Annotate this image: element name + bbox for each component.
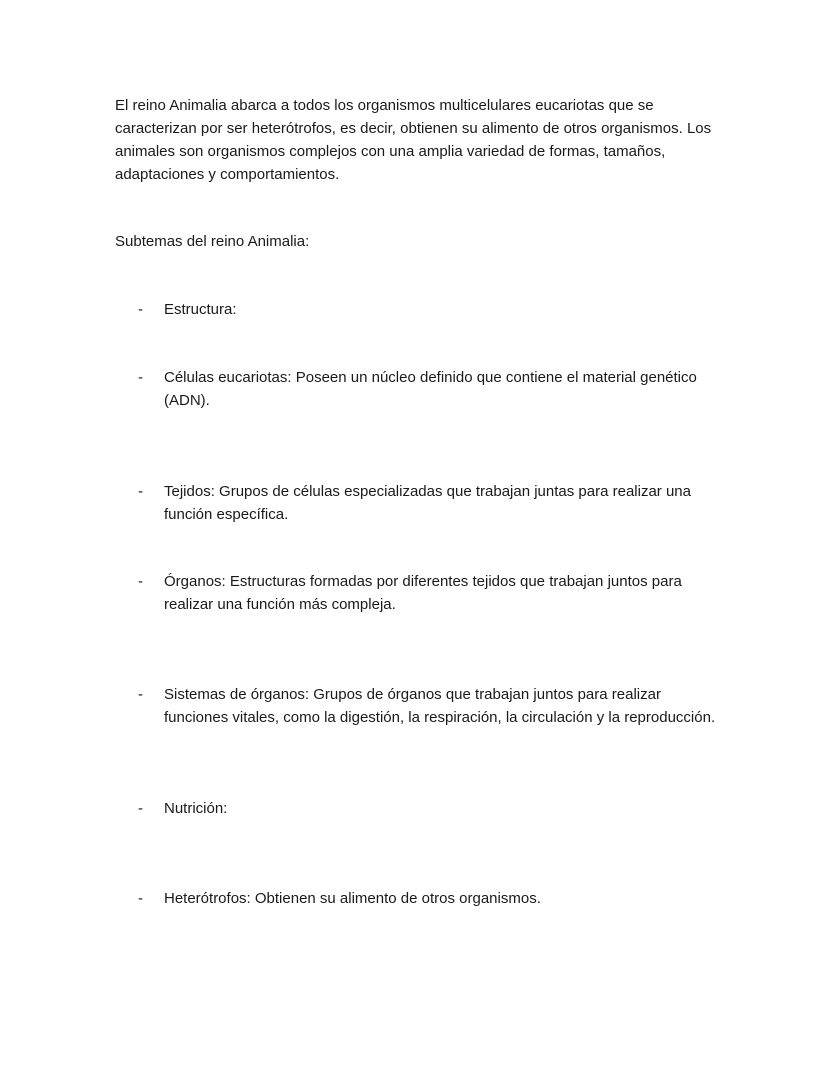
bullet-dash: - [138,483,143,500]
list-item-nutricion [138,797,718,820]
bullet-dash: - [138,369,143,386]
intro-paragraph: El reino Animalia abarca a todos los organismos multicelulares eucariotas que se caracterizan por ser heterótrofos, es decir, obtienen su alimento de otros organismos. Los animales son organismos complejos con una amplia variedad de formas, tamaños, adaptaciones y comportamientos. [115,97,712,183]
list-item-text: Órganos: Estructuras formadas por diferentes tejidos que trabajan juntos para realizar una función más compleja. [164,573,682,613]
list-item-tejidos [138,480,718,526]
list-item-heterotrofos [138,887,718,910]
list-item-estructura [138,298,718,321]
list-item-sistemas-de-organos [138,683,718,729]
list-item-text: Nutrición: [164,800,228,817]
list-item-text: Sistemas de órganos: Grupos de órganos que trabajan juntos para realizar funciones vitales, como la digestión, la respiración, la circulación y la reproducción. [164,686,716,726]
list-item-celulas-eucariotas [138,366,718,412]
list-item-text: Heterótrofos: Obtienen su alimento de otros organismos. [164,890,541,907]
bullet-dash: - [138,301,143,318]
bullet-dash: - [138,686,143,703]
list-item-organos [138,570,718,616]
bullet-dash: - [138,890,143,907]
bullet-dash: - [138,573,143,590]
list-item-text: Estructura: [164,301,237,318]
list-item-text: Células eucariotas: Poseen un núcleo definido que contiene el material genético (ADN). [164,369,697,409]
bullet-dash: - [138,800,143,817]
subtopics-heading: Subtemas del reino Animalia: [115,233,310,250]
list-item-text: Tejidos: Grupos de células especializadas que trabajan juntas para realizar una función específica. [164,483,691,523]
